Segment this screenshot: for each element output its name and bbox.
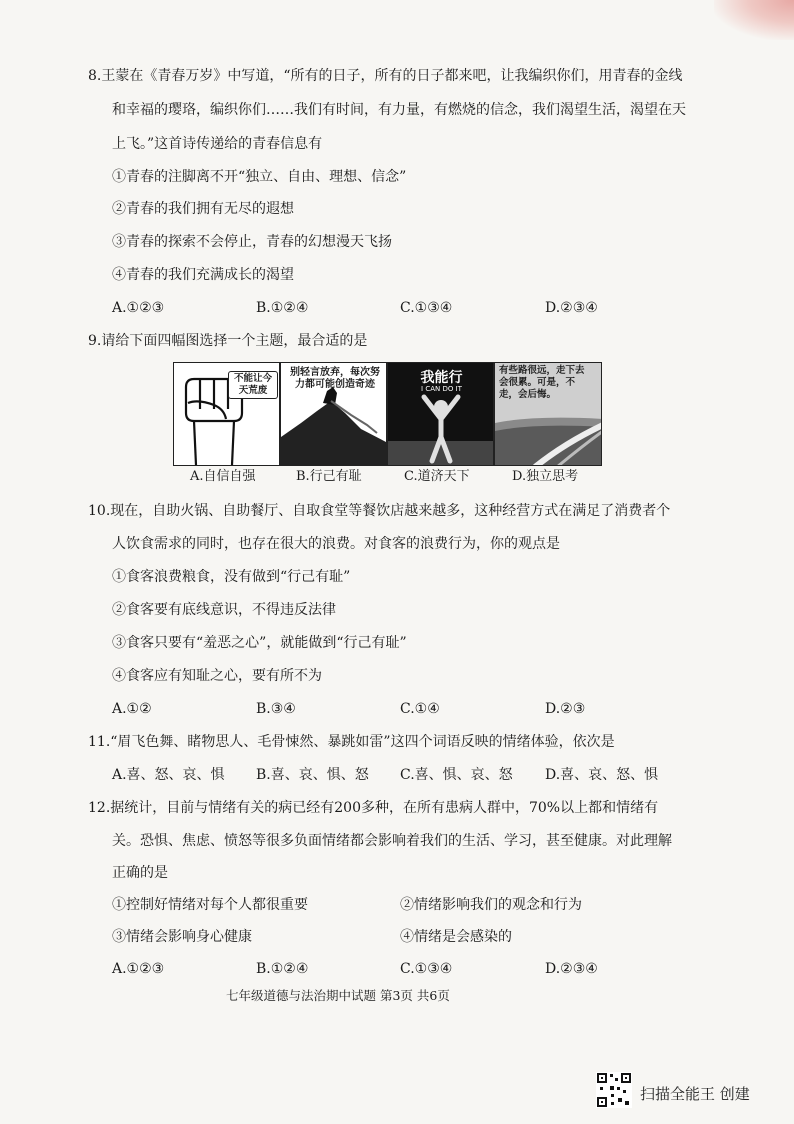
q8-option-c: C.①③④ [400, 300, 453, 316]
q12-option-a: A.①②③ [112, 961, 165, 977]
q12-stem-line1: 12.据统计，目前与情绪有关的病已经有200多种，在所有患病人群中，70%以上都和情绪有 [88, 800, 659, 816]
q11-option-c: C.喜、惧、哀、怒 [400, 767, 513, 783]
q10-option-b: B.③④ [256, 701, 296, 717]
q8-stem-line1: 8.王蒙在《青春万岁》中写道，“所有的日子，所有的日子都来吧，让我编织你们，用青春的金线 [88, 68, 683, 84]
panel1-speech-bubble: 不能让今天荒废 [228, 371, 278, 399]
q8-item-3: ③青春的探索不会停止，青春的幻想漫天飞扬 [112, 234, 392, 250]
q9-panel-road [494, 362, 602, 466]
q11-stem: 11.“眉飞色舞、睹物思人、毛骨悚然、暴跳如雷”这四个词语反映的情绪体验，依次是 [88, 734, 615, 750]
q12-option-c: C.①③④ [400, 961, 453, 977]
q10-option-d: D.②③ [545, 701, 586, 717]
q8-item-1: ①青春的注脚离不开“独立、自由、理想、信念” [112, 169, 407, 185]
q11-option-d: D.喜、哀、怒、惧 [545, 767, 659, 783]
q12-stem-line3: 正确的是 [112, 865, 168, 881]
q10-item-2: ②食客要有底线意识，不得违反法律 [112, 602, 336, 618]
q12-item-3: ③情绪会影响身心健康 [112, 929, 252, 945]
q10-option-a: A.①② [112, 701, 152, 717]
q10-option-c: C.①④ [400, 701, 440, 717]
q9-caption-b: B.行己有耻 [296, 469, 362, 484]
q12-stem-line2: 关。恐惧、焦虑、愤怒等很多负面情绪都会影响着我们的生活、学习，甚至健康。对此理解 [112, 833, 672, 849]
q8-option-a: A.①②③ [112, 300, 165, 316]
q9-caption-a: A.自信自强 [190, 469, 256, 484]
q12-option-b: B.①②④ [256, 961, 309, 977]
q11-option-b: B.喜、哀、惧、怒 [256, 767, 369, 783]
q8-item-4: ④青春的我们充满成长的渴望 [112, 267, 294, 283]
q10-item-1: ①食客浪费粮食，没有做到“行己有耻” [112, 569, 351, 585]
q9-panel-fist [173, 362, 280, 466]
panel3-title: 我能行 [420, 370, 463, 386]
q8-item-2: ②青春的我们拥有无尽的遐想 [112, 201, 294, 217]
q9-stem: 9.请给下面四幅图选择一个主题，最合适的是 [88, 333, 368, 349]
q12-item-1: ①控制好情绪对每个人都很重要 [112, 897, 308, 913]
q9-panel-icando [387, 362, 494, 466]
q8-option-b: B.①②④ [256, 300, 309, 316]
panel4-caption: 有些路很远，走下去会很累。可是，不走，会后悔。 [499, 365, 585, 400]
q11-option-a: A.喜、怒、哀、惧 [112, 767, 225, 783]
q10-stem-line1: 10.现在，自助火锅、自助餐厅、自取食堂等餐饮店越来越多，这种经营方式在满足了消费者个 [88, 503, 671, 519]
page-footer: 七年级道德与法治期中试题 第3页 共6页 [226, 988, 450, 1003]
q12-item-4: ④情绪是会感染的 [400, 929, 512, 945]
q10-item-3: ③食客只要有“羞恶之心”，就能做到“行己有耻” [112, 635, 407, 651]
q8-option-d: D.②③④ [545, 300, 598, 316]
q9-caption-d: D.独立思考 [512, 469, 579, 484]
q10-item-4: ④食客应有知耻之心，要有所不为 [112, 668, 322, 684]
scan-corner-shadow [714, 0, 794, 40]
q12-option-d: D.②③④ [545, 961, 598, 977]
q9-panel-climb [280, 362, 387, 466]
panel2-caption: 别轻言放弃，每次努力都可能创造奇迹 [290, 367, 380, 390]
q8-stem-line2: 和幸福的璎珞，编织你们……我们有时间，有力量，有燃烧的信念，我们渴望生活，渴望在天 [112, 102, 686, 118]
panel3-subtitle: I CAN DO IT [421, 385, 462, 393]
q12-item-2: ②情绪影响我们的观念和行为 [400, 897, 582, 913]
q9-caption-c: C.道济天下 [404, 469, 470, 484]
q8-stem-line3: 上飞。”这首诗传递给的青春信息有 [112, 136, 323, 152]
q10-stem-line2: 人饮食需求的同时，也存在很大的浪费。对食客的浪费行为，你的观点是 [112, 536, 560, 552]
scanner-watermark-label: 扫描全能王 创建 [640, 1085, 750, 1103]
qr-code-icon [596, 1072, 632, 1108]
